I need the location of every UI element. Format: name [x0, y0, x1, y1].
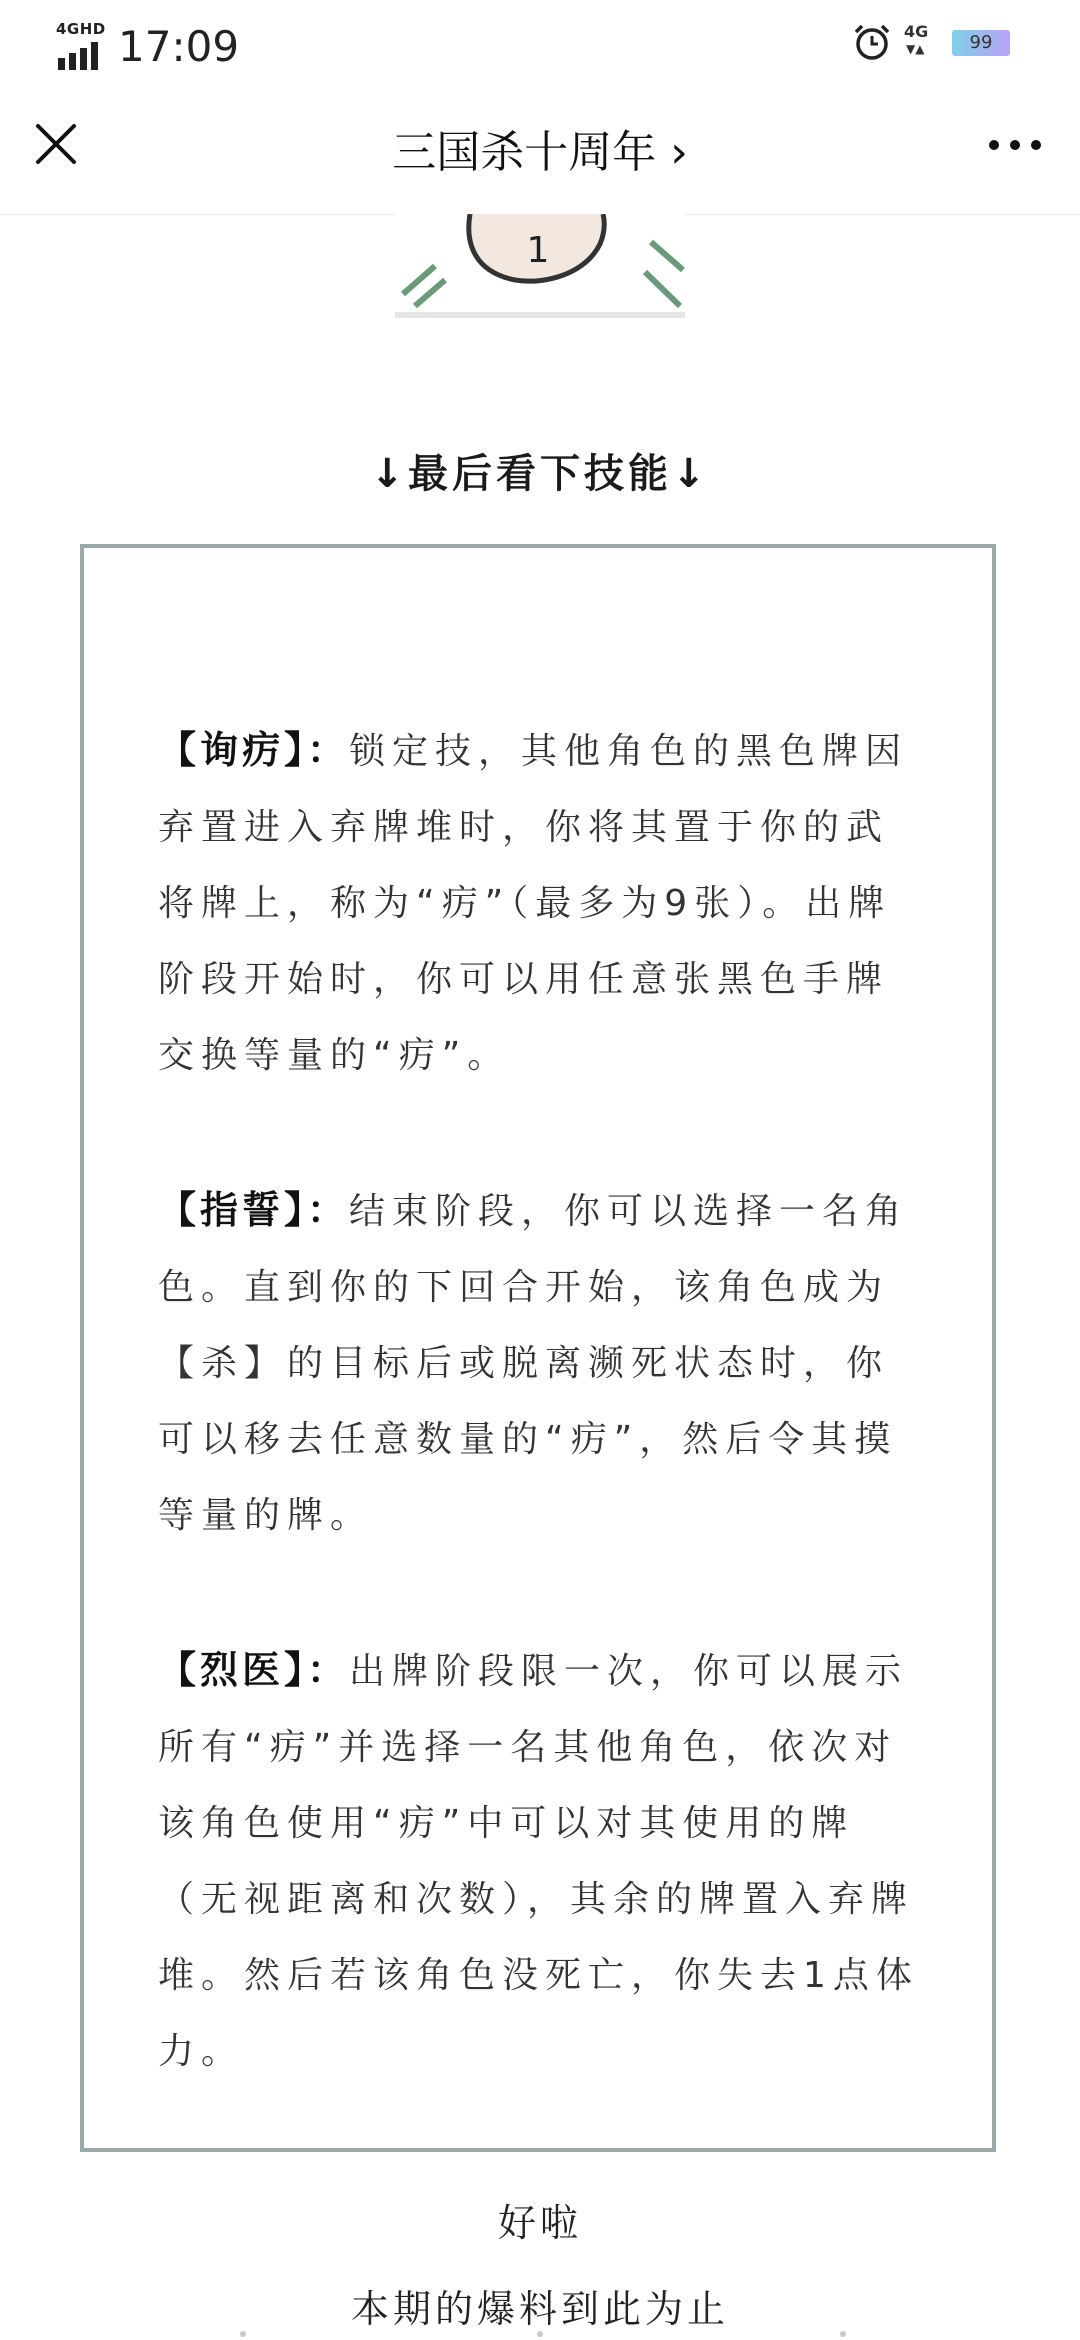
- nav-bar: [0, 86, 1080, 215]
- sticker-number: 1: [526, 230, 550, 271]
- skill-description: 锁定技，其他角色的黑色牌因弃置进入弃牌堆时，你将其置于你的武将牌上，称为“疠”（最多为9张）。出牌阶段开始时，你可以用任意张黑色手牌交换等量的“疠”。: [158, 731, 909, 1076]
- battery-level: 99: [969, 32, 993, 53]
- skill-name: 【询疠】：: [158, 728, 350, 772]
- account-title-link[interactable]: 三国杀十周年 ›: [392, 127, 688, 178]
- section-heading: ↓最后看下技能↓: [370, 451, 710, 497]
- skill-description: 结束阶段，你可以选择一名角色。直到你的下回合开始，该角色成为【杀】的目标后或脱离濒死状态时，你可以移去任意数量的“疠”，然后令其摸等量的牌。: [158, 1191, 909, 1536]
- clock: 17:09: [118, 22, 240, 71]
- network-type-label: 4GHD: [56, 20, 106, 38]
- status-bar: [0, 0, 1080, 86]
- signal-strength-icon: [58, 40, 108, 70]
- more-options-icon[interactable]: [980, 122, 1050, 168]
- skill-block-3: [158, 1632, 930, 2090]
- close-icon[interactable]: [28, 116, 84, 172]
- article-content: [0, 214, 1080, 2340]
- closing-subtext: 本期的爆料到此为止: [350, 2287, 729, 2331]
- sticker-image: [395, 214, 685, 318]
- data-activity-icon: ▼▲: [906, 42, 925, 56]
- skill-name: 【烈医】：: [158, 1648, 350, 1692]
- skill-description: 出牌阶段限一次，你可以展示所有“疠”并选择一名其他角色，依次对该角色使用“疠”中可以对其使用的牌（无视距离和次数），其余的牌置入弃牌堆。然后若该角色没死亡，你失去1点体力。: [158, 1651, 919, 2072]
- skill-name: 【指誓】：: [158, 1188, 350, 1232]
- skill-card: [80, 544, 996, 2152]
- skill-block-1: [158, 712, 930, 1094]
- mobile-data-label: 4G: [904, 22, 929, 41]
- skill-block-2: [158, 1172, 930, 1554]
- alarm-clock-icon: [852, 22, 892, 62]
- closing-text: 好啦: [497, 2201, 582, 2245]
- page-divider-dots: [0, 2324, 1080, 2340]
- status-right: [852, 20, 1022, 70]
- battery-indicator: [952, 30, 1010, 56]
